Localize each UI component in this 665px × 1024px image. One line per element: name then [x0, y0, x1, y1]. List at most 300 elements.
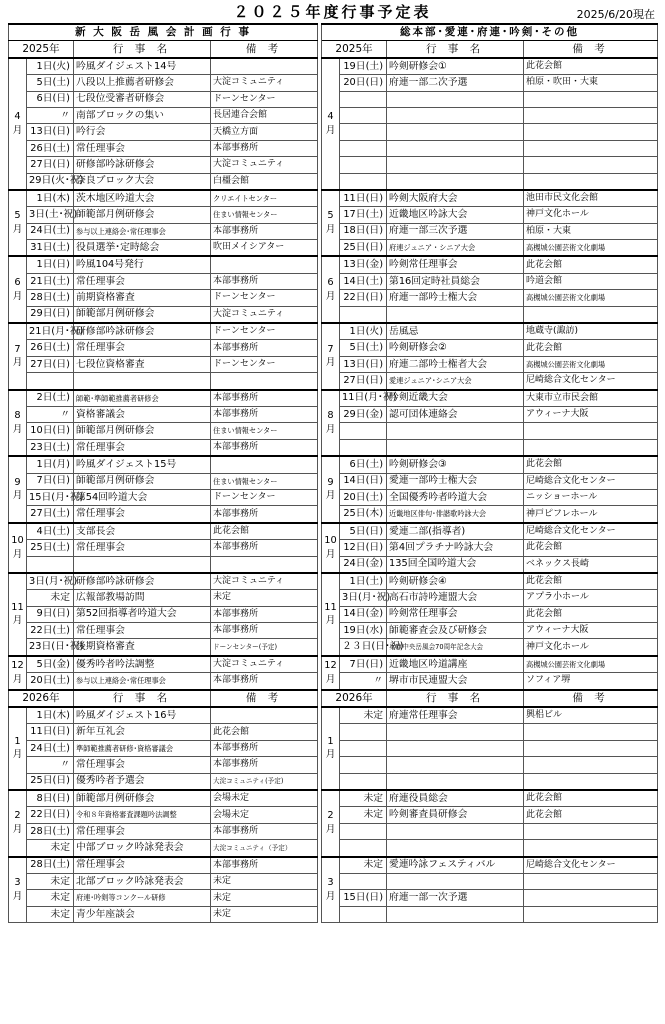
left-note-cell: 未定: [211, 590, 318, 606]
right-event-cell: [387, 140, 524, 156]
left-event-cell: 師範部月例研修会: [74, 207, 211, 223]
year-header: 2025年: [9, 41, 74, 58]
left-note-cell: [211, 556, 318, 573]
right-date-cell: 11日(日): [340, 190, 387, 207]
right-date-cell: 1日(火): [340, 323, 387, 340]
month-label: [322, 857, 340, 923]
left-note-cell: 本部事務所: [211, 273, 318, 289]
right-event-cell: 兵庫中央岳風会70周年記念大会: [387, 639, 524, 656]
month-number: 7: [327, 343, 334, 355]
right-note-cell: ベネックス長崎: [524, 556, 658, 573]
left-date-cell: 〃: [27, 757, 74, 773]
right-event-cell: [387, 91, 524, 107]
right-note-cell: 柏原・吹田・大東: [524, 75, 658, 91]
right-date-cell: 15日(日): [340, 890, 387, 906]
month-label: [9, 390, 27, 457]
left-note-cell: 天橋立方面: [211, 124, 318, 140]
right-note-cell: 此花会館: [524, 807, 658, 823]
note-header: 備 考: [524, 690, 658, 707]
right-note-cell: アプラ小ホール: [524, 590, 658, 606]
column-divider: [318, 124, 322, 140]
right-note-cell: 柏原・大東: [524, 223, 658, 239]
column-divider: [318, 439, 322, 456]
month-number: 3: [327, 877, 334, 889]
right-event-cell: 全国優秀吟者吟道大会: [387, 489, 524, 505]
column-divider: [318, 506, 322, 523]
right-date-cell: [340, 724, 387, 740]
left-note-cell: ドーンセンター(予定): [211, 639, 318, 656]
month-number: 10: [324, 535, 337, 546]
month-number: 6: [14, 276, 21, 288]
left-date-cell: 1日(月): [27, 456, 74, 473]
right-date-cell: 25日(木): [340, 506, 387, 523]
column-divider: [318, 556, 322, 573]
schedule-row: [9, 190, 658, 207]
right-note-cell: 尼崎総合文化センター: [524, 523, 658, 540]
left-note-cell: 大淀コミュニティ: [211, 573, 318, 590]
column-divider: [318, 773, 322, 790]
right-org-header: 総本部･愛連･府連･吟剣･その他: [322, 24, 658, 41]
right-note-cell: 高槻城公園芸術文化劇場: [524, 656, 658, 673]
column-divider: [318, 207, 322, 223]
column-divider: [318, 606, 322, 622]
left-event-cell: 吟風104号発行: [74, 256, 211, 273]
left-note-cell: 本部事務所: [211, 540, 318, 556]
right-date-cell: 27日(日): [340, 373, 387, 390]
column-divider: [318, 873, 322, 889]
left-date-cell: 20日(土): [27, 673, 74, 690]
left-note-cell: 本部事務所: [211, 340, 318, 356]
left-date-cell: 21日(月･祝): [27, 323, 74, 340]
left-event-cell: 令和８年資格審査課題吟法調整: [74, 807, 211, 823]
right-event-cell: 愛連ジュニア･シニア大会: [387, 373, 524, 390]
month-unit: 月: [12, 890, 23, 902]
left-event-cell: 師範部月例研修会: [74, 790, 211, 807]
column-divider: [318, 423, 322, 439]
left-event-cell: 奈良ブロック大会: [74, 173, 211, 190]
schedule-row: [9, 456, 658, 473]
right-note-cell: [524, 906, 658, 922]
right-event-cell: 府連一部吟士権大会: [387, 290, 524, 306]
right-date-cell: [340, 439, 387, 456]
right-note-cell: 吟道会館: [524, 273, 658, 289]
left-date-cell: 27日(日): [27, 157, 74, 173]
left-date-cell: 5日(金): [27, 656, 74, 673]
column-divider: [318, 240, 322, 257]
left-note-cell: ドーンセンター: [211, 91, 318, 107]
month-number: 9: [14, 476, 21, 488]
column-divider: [318, 807, 322, 823]
left-date-cell: 15日(月･祝): [27, 489, 74, 505]
left-date-cell: 31日(土): [27, 240, 74, 257]
left-event-cell: 常任理事会: [74, 823, 211, 839]
right-note-cell: 此花会館: [524, 606, 658, 622]
right-note-cell: 此花会館: [524, 540, 658, 556]
month-unit: 月: [12, 357, 23, 369]
right-date-cell: [340, 157, 387, 173]
left-date-cell: 1日(木): [27, 707, 74, 724]
right-date-cell: 19日(水): [340, 623, 387, 639]
column-divider: [318, 639, 322, 656]
right-note-cell: 神戸文化ホール: [524, 639, 658, 656]
month-number: 12: [11, 659, 24, 671]
column-divider: [318, 840, 322, 857]
month-label: [9, 190, 27, 257]
column-divider: [318, 890, 322, 906]
left-date-cell: 1日(日): [27, 256, 74, 273]
year-header: 2026年: [322, 690, 387, 707]
month-label: [322, 256, 340, 323]
right-date-cell: [340, 873, 387, 889]
left-date-cell: 28日(土): [27, 290, 74, 306]
left-event-cell: 青少年座談会: [74, 906, 211, 922]
left-date-cell: 3日(土･祝): [27, 207, 74, 223]
month-unit: 月: [325, 749, 336, 761]
left-event-cell: 七段位資格審査: [74, 356, 211, 372]
right-date-cell: [340, 740, 387, 756]
column-divider: [318, 223, 322, 239]
event-header: 行 事 名: [387, 41, 524, 58]
column-divider: [318, 75, 322, 91]
month-unit: 月: [325, 224, 336, 236]
left-date-cell: 未定: [27, 590, 74, 606]
right-event-cell: 府連一部三次予選: [387, 223, 524, 239]
month-unit: 月: [325, 290, 336, 302]
schedule-row: [9, 256, 658, 273]
left-date-cell: 2日(土): [27, 390, 74, 407]
month-label: [9, 573, 27, 656]
right-date-cell: 12日(日): [340, 540, 387, 556]
right-note-cell: 此花会館: [524, 256, 658, 273]
left-note-cell: 大淀コミュニティ: [211, 75, 318, 91]
left-event-cell: 役員選挙･定時総会: [74, 240, 211, 257]
right-date-cell: 1日(土): [340, 573, 387, 590]
right-event-cell: 吟剣研修会③: [387, 456, 524, 473]
left-date-cell: 25日(土): [27, 540, 74, 556]
left-note-cell: 本部事務所: [211, 140, 318, 156]
right-date-cell: 22日(日): [340, 290, 387, 306]
left-event-cell: 新年互礼会: [74, 724, 211, 740]
left-note-cell: [211, 256, 318, 273]
left-event-cell: 吟行会: [74, 124, 211, 140]
month-label: [9, 857, 27, 923]
left-note-cell: 大淀コミュニティ: [211, 157, 318, 173]
month-number: 1: [327, 735, 334, 747]
right-note-cell: 高槻城公園芸術文化劇場: [524, 240, 658, 257]
left-note-cell: 大淀コミュニティ(予定): [211, 773, 318, 790]
right-date-cell: 5日(日): [340, 523, 387, 540]
right-date-cell: 未定: [340, 807, 387, 823]
right-event-cell: 吟剣大阪府大会: [387, 190, 524, 207]
left-date-cell: 1日(木): [27, 190, 74, 207]
left-note-cell: 吹田メイシアター: [211, 240, 318, 257]
left-note-cell: [211, 58, 318, 75]
column-divider: [318, 340, 322, 356]
month-number: 3: [14, 877, 21, 889]
right-event-cell: 近畿地区俳句･俳諧歌吟詠大会: [387, 506, 524, 523]
right-event-cell: 師範審査会及び研修会: [387, 623, 524, 639]
column-divider: [318, 273, 322, 289]
left-note-cell: 本部事務所: [211, 223, 318, 239]
right-note-cell: [524, 124, 658, 140]
month-label: [9, 323, 27, 390]
left-date-cell: 21日(土): [27, 273, 74, 289]
month-label: [322, 456, 340, 523]
right-note-cell: 神戸ピフレホール: [524, 506, 658, 523]
month-unit: 月: [325, 124, 336, 136]
right-note-cell: [524, 157, 658, 173]
column-divider: [318, 724, 322, 740]
left-event-cell: 後期資格審査: [74, 639, 211, 656]
schedule-row: [9, 323, 658, 340]
left-event-cell: 茨木地区吟道大会: [74, 190, 211, 207]
left-event-cell: 常任理事会: [74, 340, 211, 356]
left-event-cell: [74, 556, 211, 573]
schedule-row: [9, 58, 658, 75]
right-note-cell: 此花会館: [524, 58, 658, 75]
left-event-cell: 支部長会: [74, 523, 211, 540]
right-event-cell: 第4回プラチナ吟詠大会: [387, 540, 524, 556]
column-divider: [318, 157, 322, 173]
right-event-cell: 吟剣研修会④: [387, 573, 524, 590]
right-date-cell: 17日(土): [340, 207, 387, 223]
right-note-cell: [524, 873, 658, 889]
month-unit: 月: [12, 824, 23, 836]
right-note-cell: [524, 823, 658, 839]
right-date-cell: 5日(土): [340, 340, 387, 356]
left-event-cell: 参与以上連絡会･常任理事会: [74, 223, 211, 239]
right-date-cell: 14日(土): [340, 273, 387, 289]
month-label: [9, 456, 27, 523]
left-date-cell: 未定: [27, 906, 74, 922]
left-note-cell: 未定: [211, 873, 318, 889]
right-date-cell: 未定: [340, 790, 387, 807]
left-date-cell: [27, 373, 74, 390]
right-date-cell: [340, 140, 387, 156]
left-note-cell: 本部事務所: [211, 390, 318, 407]
column-divider: [318, 173, 322, 190]
month-unit: 月: [12, 749, 23, 761]
column-divider: [318, 356, 322, 372]
right-event-cell: 第16回定時社員総会: [387, 273, 524, 289]
left-date-cell: 24日(土): [27, 223, 74, 239]
right-event-cell: [387, 173, 524, 190]
left-note-cell: 本部事務所: [211, 673, 318, 690]
month-label: [322, 58, 340, 190]
right-event-cell: [387, 306, 524, 323]
left-event-cell: 前期資格審査: [74, 290, 211, 306]
left-note-cell: ドーンセンター: [211, 356, 318, 372]
left-org-header: 新 大 阪 岳 風 会 計 画 行 事: [9, 24, 318, 41]
left-event-cell: 府連･吟剣等コンクール研修: [74, 890, 211, 906]
month-number: 4: [14, 111, 21, 123]
left-note-cell: 大淀コミュニティ（予定）: [211, 840, 318, 857]
right-note-cell: [524, 439, 658, 456]
right-event-cell: 府連二部吟士権者大会: [387, 356, 524, 372]
right-date-cell: [340, 823, 387, 839]
note-header: 備 考: [211, 41, 318, 58]
month-unit: 月: [12, 423, 23, 435]
right-date-cell: ２３日(日･祝): [340, 639, 387, 656]
month-label: [9, 58, 27, 190]
left-event-cell: 優秀吟者吟法調整: [74, 656, 211, 673]
left-note-cell: 此花会館: [211, 724, 318, 740]
month-unit: 月: [12, 548, 23, 560]
right-note-cell: [524, 91, 658, 107]
right-event-cell: 吟剣近畿大会: [387, 390, 524, 407]
month-number: 2: [14, 810, 21, 822]
month-label: [9, 523, 27, 573]
left-note-cell: 住まい情報センター: [211, 473, 318, 489]
left-event-cell: 常任理事会: [74, 439, 211, 456]
left-event-cell: 準師範推薦者研修･資格審議会: [74, 740, 211, 756]
month-number: 5: [327, 210, 334, 222]
right-event-cell: 吟剣研修会①: [387, 58, 524, 75]
month-unit: 月: [325, 890, 336, 902]
column-divider: [318, 740, 322, 756]
left-event-cell: 研修部吟詠研修会: [74, 157, 211, 173]
as-of-date: 2025/6/20現在: [576, 8, 655, 21]
left-event-cell: [74, 373, 211, 390]
column-header-row: [9, 41, 658, 58]
right-event-cell: 愛連吟詠フェスティバル: [387, 857, 524, 874]
schedule-row: [9, 656, 658, 673]
right-note-cell: 尼崎総合文化センター: [524, 473, 658, 489]
right-event-cell: [387, 873, 524, 889]
left-note-cell: [211, 707, 318, 724]
left-note-cell: 本部事務所: [211, 506, 318, 523]
column-divider: [318, 473, 322, 489]
left-event-cell: 七段位受審者研修会: [74, 91, 211, 107]
month-number: 11: [11, 601, 24, 613]
month-number: 4: [327, 111, 334, 123]
left-note-cell: 本部事務所: [211, 757, 318, 773]
column-divider: [318, 823, 322, 839]
left-date-cell: 未定: [27, 890, 74, 906]
right-event-cell: [387, 439, 524, 456]
right-date-cell: [340, 124, 387, 140]
right-date-cell: 3日(月･祝): [340, 590, 387, 606]
month-unit: 月: [325, 673, 336, 685]
left-date-cell: 未定: [27, 840, 74, 857]
right-date-cell: [340, 107, 387, 123]
right-note-cell: 池田市民文化会館: [524, 190, 658, 207]
page-title: ２０２５年度行事予定表: [233, 3, 432, 21]
schedule-row: [9, 573, 658, 590]
right-event-cell: 高石市詩吟連盟大会: [387, 590, 524, 606]
left-note-cell: ドーンセンター: [211, 323, 318, 340]
left-note-cell: 本部事務所: [211, 857, 318, 874]
left-date-cell: 22日(日): [27, 807, 74, 823]
left-date-cell: 23日(日･祝): [27, 639, 74, 656]
month-number: 9: [327, 476, 334, 488]
month-unit: 月: [325, 357, 336, 369]
year-header: 2026年: [9, 690, 74, 707]
left-event-cell: 第54回吟道大会: [74, 489, 211, 505]
month-number: 8: [14, 410, 21, 422]
right-date-cell: 20日(土): [340, 489, 387, 505]
schedule-row: [9, 390, 658, 407]
right-event-cell: [387, 423, 524, 439]
month-unit: 月: [325, 824, 336, 836]
note-header: 備 考: [524, 41, 658, 58]
right-date-cell: 19日(土): [340, 58, 387, 75]
schedule-table: [8, 23, 658, 923]
left-date-cell: 8日(日): [27, 790, 74, 807]
note-header: 備 考: [211, 690, 318, 707]
month-label: [9, 707, 27, 790]
left-date-cell: 29日(日): [27, 306, 74, 323]
left-date-cell: 5日(土): [27, 75, 74, 91]
right-note-cell: 此花会館: [524, 790, 658, 807]
left-event-cell: 吟風ダイジェスト14号: [74, 58, 211, 75]
right-note-cell: アウィーナ大阪: [524, 406, 658, 422]
left-note-cell: ドーンセンター: [211, 290, 318, 306]
column-divider: [318, 306, 322, 323]
left-event-cell: 南部ブロックの集い: [74, 107, 211, 123]
right-event-cell: 愛連二部(指導者): [387, 523, 524, 540]
left-event-cell: 参与以上連絡会･常任理事会: [74, 673, 211, 690]
right-note-cell: ニッショーホール: [524, 489, 658, 505]
column-divider: [318, 906, 322, 922]
right-date-cell: 6日(土): [340, 456, 387, 473]
left-event-cell: 第52回指導者吟道大会: [74, 606, 211, 622]
left-note-cell: 大淀コミュニティ: [211, 306, 318, 323]
column-divider: [318, 290, 322, 306]
left-note-cell: 未定: [211, 906, 318, 922]
right-note-cell: 此花会館: [524, 573, 658, 590]
right-note-cell: [524, 173, 658, 190]
right-note-cell: 尼崎総合文化センター: [524, 373, 658, 390]
right-event-cell: 府連一部二次予選: [387, 75, 524, 91]
left-event-cell: 師範部月例研修会: [74, 473, 211, 489]
month-unit: 月: [12, 615, 23, 627]
month-unit: 月: [325, 548, 336, 560]
left-date-cell: 9日(日): [27, 606, 74, 622]
right-date-cell: [340, 840, 387, 857]
right-event-cell: [387, 823, 524, 839]
right-date-cell: 7日(日): [340, 656, 387, 673]
left-date-cell: 24日(土): [27, 740, 74, 756]
schedule-row: [9, 857, 658, 874]
left-date-cell: 6日(日): [27, 91, 74, 107]
month-number: 10: [11, 535, 24, 546]
column-divider: [318, 590, 322, 606]
month-label: [322, 523, 340, 573]
month-unit: 月: [12, 490, 23, 502]
right-note-cell: 神戸文化ホール: [524, 207, 658, 223]
left-date-cell: 3日(月･祝): [27, 573, 74, 590]
right-event-cell: 堺市市民連盟大会: [387, 673, 524, 690]
right-event-cell: 府連一部一次予選: [387, 890, 524, 906]
right-event-cell: 府連常任理事会: [387, 707, 524, 724]
right-note-cell: [524, 107, 658, 123]
column-divider: [318, 140, 322, 156]
column-divider: [318, 406, 322, 422]
right-event-cell: [387, 157, 524, 173]
left-date-cell: 25日(日): [27, 773, 74, 790]
right-date-cell: [340, 173, 387, 190]
month-label: [322, 790, 340, 857]
right-note-cell: 此花会館: [524, 340, 658, 356]
left-date-cell: 22日(土): [27, 623, 74, 639]
column-divider: [318, 623, 322, 639]
right-note-cell: 高槻城公園芸術文化劇場: [524, 356, 658, 372]
right-date-cell: 13日(日): [340, 356, 387, 372]
month-label: [9, 790, 27, 857]
left-event-cell: 吟風ダイジェスト15号: [74, 456, 211, 473]
left-note-cell: 本部事務所: [211, 439, 318, 456]
